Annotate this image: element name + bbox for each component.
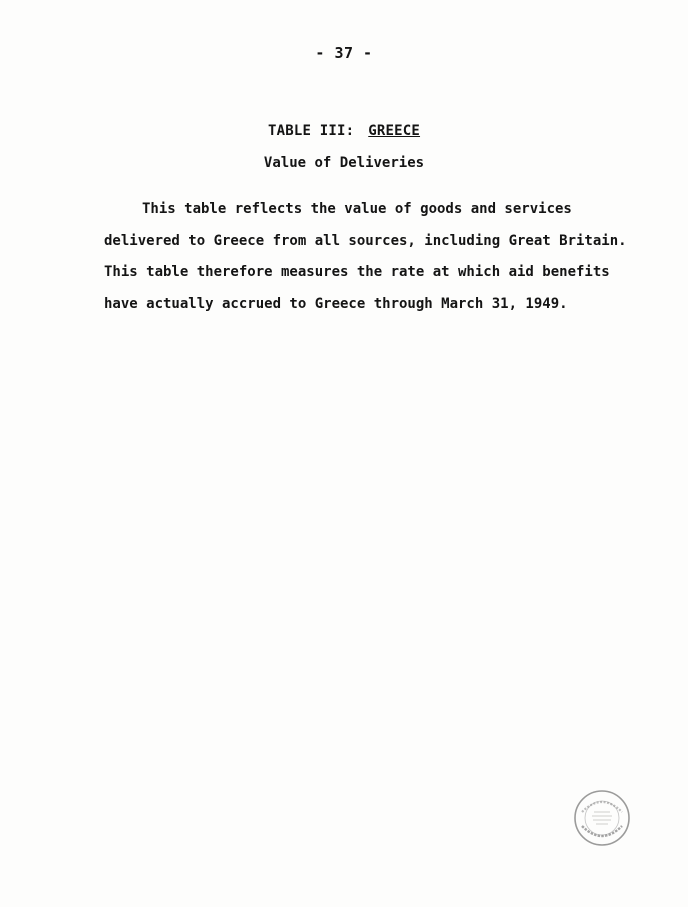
body-line: This table therefore measures the rate at which aid benefits [104, 264, 610, 280]
archive-seal-stamp-icon [572, 788, 632, 848]
body-line: have actually accrued to Greece through March 31, 1949. [104, 295, 568, 312]
table-country: GREECE [368, 123, 421, 139]
body-paragraph [104, 194, 627, 320]
body-line: delivered to Greece from all sources, including Great Britain. [104, 232, 627, 249]
body-line: This table reflects the value of goods and services [142, 201, 572, 217]
table-label: TABLE III: [267, 123, 355, 139]
table-heading [0, 123, 688, 139]
table-subtitle: Value of Deliveries [263, 155, 425, 171]
page-number: - 37 - [315, 44, 373, 62]
